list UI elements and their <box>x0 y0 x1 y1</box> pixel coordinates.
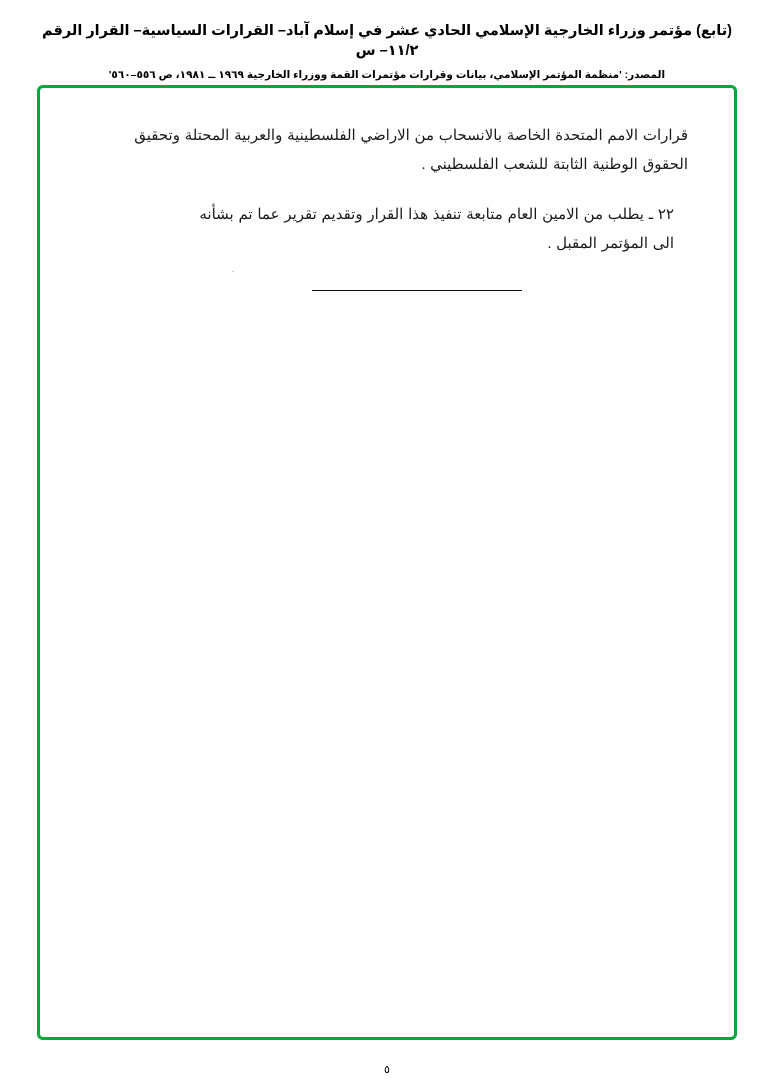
page-header <box>0 0 774 83</box>
section-separator <box>86 281 688 299</box>
document-frame-wrapper <box>37 85 737 1040</box>
paragraph-item-22: ٢٢ ـ يطلب من الامين العام متابعة تنفيذ هذا القرار وتقديم تقرير عما تم بشأنه الى المؤتمر المقبل . <box>199 206 674 252</box>
document-text-body <box>86 122 688 299</box>
document-frame <box>37 85 737 1040</box>
horizontal-rule <box>312 290 522 291</box>
page-number: ٥ <box>384 1064 390 1076</box>
scan-artifact-mark: . <box>231 264 234 274</box>
page-title: (تابع) مؤتمر وزراء الخارجية الإسلامي الحادي عشر في إسلام آباد– القرارات السياسية– القرار الرقم ١١/٢– س <box>41 23 733 59</box>
paragraph-continuation: قرارات الامم المتحدة الخاصة بالانسحاب من الاراضي الفلسطينية والعربية المحتلة وتحقيق الحقوق الوطنية الثابتة للشعب الفلسطيني . <box>134 128 688 174</box>
source-line: المصدر: 'منظمة المؤتمر الإسلامي، بيانات وقرارات مؤتمرات القمة ووزراء الخارجية ١٩٦٩ ــ ١٩٨١، ص ٥٥٦–٥٦٠' <box>108 69 666 82</box>
